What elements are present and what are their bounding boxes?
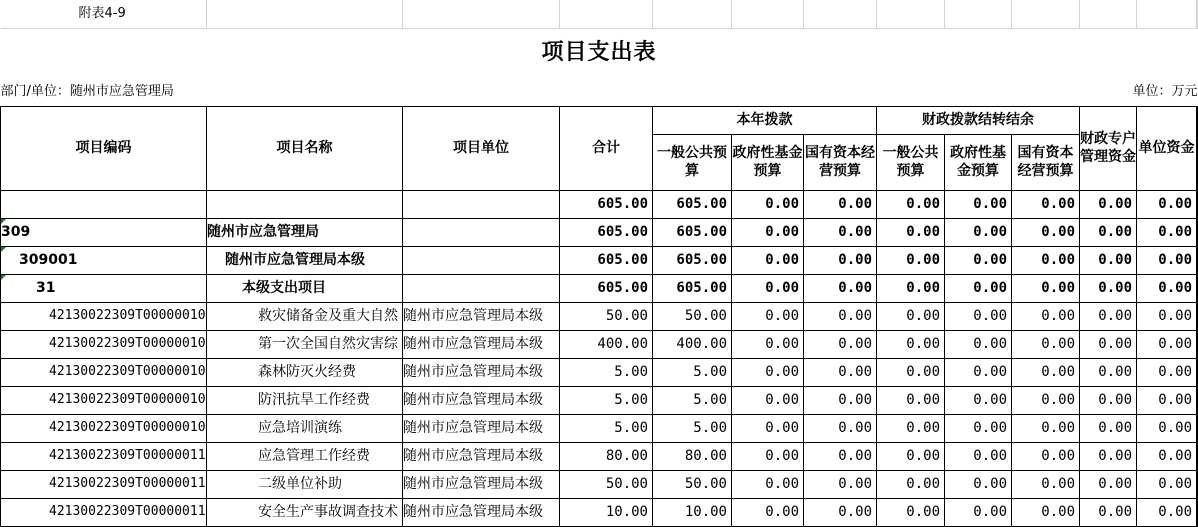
code-cell: 42130022309T00000011 xyxy=(1,442,207,470)
value-cell: 605.00 xyxy=(653,218,732,246)
value-cell: 5.00 xyxy=(560,414,653,442)
value-cell: 0.00 xyxy=(945,358,1012,386)
header-current-state-capital: 国有资本经营预算 xyxy=(804,134,877,190)
value-cell: 50.00 xyxy=(560,470,653,498)
value-cell: 0.00 xyxy=(945,246,1012,274)
value-cell: 0.00 xyxy=(877,302,945,330)
value-cell: 0.00 xyxy=(1080,330,1137,358)
name-cell: 安全生产事故调查技术 xyxy=(207,498,403,526)
value-cell: 0.00 xyxy=(877,218,945,246)
table-row xyxy=(1,330,1198,358)
appendix-note: 附表4-9 xyxy=(1,0,207,28)
value-cell: 0.00 xyxy=(945,498,1012,526)
table-row xyxy=(1,414,1198,442)
value-cell: 0.00 xyxy=(804,442,877,470)
value-cell: 0.00 xyxy=(877,274,945,302)
value-cell: 0.00 xyxy=(1012,358,1080,386)
value-cell: 0.00 xyxy=(877,442,945,470)
value-cell: 0.00 xyxy=(1012,274,1080,302)
value-cell: 50.00 xyxy=(560,302,653,330)
value-cell: 0.00 xyxy=(1080,442,1137,470)
header-project-code: 项目编码 xyxy=(1,106,207,190)
value-cell: 0.00 xyxy=(877,498,945,526)
value-cell: 0.00 xyxy=(1012,442,1080,470)
header-project-name: 项目名称 xyxy=(207,106,403,190)
name-cell: 救灾储备金及重大自然 xyxy=(207,302,403,330)
header-row-1 xyxy=(1,106,1198,134)
value-cell: 0.00 xyxy=(945,218,1012,246)
code-cell: 42130022309T00000010 xyxy=(1,302,207,330)
value-cell: 0.00 xyxy=(804,414,877,442)
value-cell: 400.00 xyxy=(653,330,732,358)
value-cell: 0.00 xyxy=(1137,470,1197,498)
value-cell: 0.00 xyxy=(804,274,877,302)
value-cell: 50.00 xyxy=(653,470,732,498)
value-cell: 0.00 xyxy=(1137,330,1197,358)
value-cell: 0.00 xyxy=(877,190,945,218)
value-cell: 0.00 xyxy=(877,330,945,358)
value-cell: 0.00 xyxy=(945,274,1012,302)
value-cell: 0.00 xyxy=(804,358,877,386)
unit-cell xyxy=(403,274,560,302)
value-cell: 0.00 xyxy=(1080,218,1137,246)
value-cell: 0.00 xyxy=(1080,274,1137,302)
unit-cell: 随州市应急管理局本级 xyxy=(403,442,560,470)
value-cell: 0.00 xyxy=(1012,470,1080,498)
value-cell: 0.00 xyxy=(1137,358,1197,386)
code-cell: 42130022309T00000011 xyxy=(1,470,207,498)
unit-cell: 随州市应急管理局本级 xyxy=(403,498,560,526)
value-cell: 0.00 xyxy=(732,414,804,442)
page-title: 项目支出表 xyxy=(541,40,657,66)
code-cell: 42130022309T00000010 xyxy=(1,386,207,414)
value-cell: 0.00 xyxy=(732,246,804,274)
value-cell: 0.00 xyxy=(1012,386,1080,414)
unit-cell: 随州市应急管理局本级 xyxy=(403,386,560,414)
value-cell: 0.00 xyxy=(945,470,1012,498)
note-row xyxy=(1,0,1198,28)
value-cell: 0.00 xyxy=(877,246,945,274)
code-cell xyxy=(1,190,207,218)
code-cell: 31 xyxy=(1,274,207,302)
value-cell: 0.00 xyxy=(1137,274,1197,302)
name-cell: 随州市应急管理局 xyxy=(207,218,403,246)
value-cell: 50.00 xyxy=(653,302,732,330)
unit-cell: 随州市应急管理局本级 xyxy=(403,330,560,358)
value-cell: 0.00 xyxy=(804,302,877,330)
code-cell: 42130022309T00000010 xyxy=(1,358,207,386)
value-cell: 5.00 xyxy=(560,358,653,386)
unit-cell: 随州市应急管理局本级 xyxy=(403,358,560,386)
table-row xyxy=(1,498,1198,526)
value-cell: 605.00 xyxy=(653,246,732,274)
value-cell: 0.00 xyxy=(877,414,945,442)
header-own-funds: 单位资金 xyxy=(1137,106,1197,190)
name-cell: 防汛抗旱工作经费 xyxy=(207,386,403,414)
value-cell: 0.00 xyxy=(1080,386,1137,414)
unit-cell xyxy=(403,218,560,246)
value-cell: 0.00 xyxy=(945,302,1012,330)
value-cell: 0.00 xyxy=(1080,498,1137,526)
value-cell: 0.00 xyxy=(1137,442,1197,470)
table-row xyxy=(1,386,1198,414)
value-cell: 0.00 xyxy=(732,274,804,302)
value-cell: 605.00 xyxy=(560,218,653,246)
code-cell: 42130022309T00000010 xyxy=(1,330,207,358)
table-row xyxy=(1,246,1198,274)
value-cell: 0.00 xyxy=(945,330,1012,358)
department-label: 部门/单位：随州市应急管理局 xyxy=(0,83,174,99)
value-cell: 0.00 xyxy=(804,190,877,218)
name-cell: 二级单位补助 xyxy=(207,470,403,498)
header-carry-state-capital: 国有资本经营预算 xyxy=(1012,134,1080,190)
table-row xyxy=(1,470,1198,498)
value-cell: 0.00 xyxy=(1012,190,1080,218)
value-cell: 0.00 xyxy=(945,442,1012,470)
value-cell: 0.00 xyxy=(1137,190,1197,218)
value-cell: 0.00 xyxy=(1137,302,1197,330)
table-row xyxy=(1,190,1198,218)
table-row xyxy=(1,218,1198,246)
value-cell: 0.00 xyxy=(732,470,804,498)
header-carry-general: 一般公共预算 xyxy=(877,134,945,190)
value-cell: 0.00 xyxy=(1012,330,1080,358)
table-row xyxy=(1,442,1198,470)
value-cell: 0.00 xyxy=(1080,190,1137,218)
header-project-unit: 项目单位 xyxy=(403,106,560,190)
value-cell: 5.00 xyxy=(653,414,732,442)
value-cell: 0.00 xyxy=(732,442,804,470)
value-cell: 0.00 xyxy=(732,358,804,386)
value-cell: 0.00 xyxy=(1080,414,1137,442)
value-cell: 0.00 xyxy=(1137,246,1197,274)
value-cell: 0.00 xyxy=(1080,246,1137,274)
value-cell: 0.00 xyxy=(945,190,1012,218)
value-cell: 0.00 xyxy=(1012,302,1080,330)
value-cell: 400.00 xyxy=(560,330,653,358)
value-cell: 605.00 xyxy=(560,246,653,274)
table-row xyxy=(1,274,1198,302)
code-cell: 42130022309T00000010 xyxy=(1,414,207,442)
unit-cell xyxy=(403,246,560,274)
value-cell: 5.00 xyxy=(560,386,653,414)
value-cell: 605.00 xyxy=(560,274,653,302)
value-cell: 0.00 xyxy=(1137,414,1197,442)
value-cell: 0.00 xyxy=(877,386,945,414)
value-cell: 10.00 xyxy=(653,498,732,526)
header-carry-fund: 政府性基金预算 xyxy=(945,134,1012,190)
header-total: 合计 xyxy=(560,106,653,190)
unit-cell: 随州市应急管理局本级 xyxy=(403,414,560,442)
value-cell: 0.00 xyxy=(1137,386,1197,414)
value-cell: 0.00 xyxy=(732,302,804,330)
unit-label: 单位：万元 xyxy=(1132,83,1198,99)
unit-cell xyxy=(403,190,560,218)
header-current-fund: 政府性基金预算 xyxy=(732,134,804,190)
value-cell: 0.00 xyxy=(945,414,1012,442)
code-cell: 309 xyxy=(1,218,207,246)
value-cell: 0.00 xyxy=(804,330,877,358)
value-cell: 0.00 xyxy=(804,218,877,246)
value-cell: 0.00 xyxy=(1080,358,1137,386)
value-cell: 80.00 xyxy=(560,442,653,470)
unit-cell: 随州市应急管理局本级 xyxy=(403,302,560,330)
value-cell: 0.00 xyxy=(804,386,877,414)
code-cell: 42130022309T00000011 xyxy=(1,498,207,526)
value-cell: 80.00 xyxy=(653,442,732,470)
name-cell: 本级支出项目 xyxy=(207,274,403,302)
value-cell: 10.00 xyxy=(560,498,653,526)
value-cell: 0.00 xyxy=(945,386,1012,414)
value-cell: 605.00 xyxy=(653,190,732,218)
value-cell: 0.00 xyxy=(1080,470,1137,498)
value-cell: 0.00 xyxy=(732,330,804,358)
value-cell: 0.00 xyxy=(732,190,804,218)
code-cell: 309001 xyxy=(1,246,207,274)
unit-cell: 随州市应急管理局本级 xyxy=(403,470,560,498)
value-cell: 0.00 xyxy=(1137,218,1197,246)
header-group-current-year: 本年拨款 xyxy=(653,106,877,134)
name-cell xyxy=(207,190,403,218)
value-cell: 5.00 xyxy=(653,358,732,386)
table-row xyxy=(1,302,1198,330)
value-cell: 0.00 xyxy=(1012,414,1080,442)
value-cell: 0.00 xyxy=(877,358,945,386)
value-cell: 0.00 xyxy=(732,218,804,246)
name-cell: 随州市应急管理局本级 xyxy=(207,246,403,274)
value-cell: 0.00 xyxy=(804,246,877,274)
name-cell: 应急管理工作经费 xyxy=(207,442,403,470)
value-cell: 0.00 xyxy=(1012,498,1080,526)
value-cell: 0.00 xyxy=(1080,302,1137,330)
header-special-account: 财政专户管理资金 xyxy=(1080,106,1137,190)
header-current-general: 一般公共预算 xyxy=(653,134,732,190)
value-cell: 0.00 xyxy=(732,498,804,526)
value-cell: 0.00 xyxy=(1137,498,1197,526)
title-row xyxy=(1,28,1198,78)
value-cell: 0.00 xyxy=(804,470,877,498)
value-cell: 0.00 xyxy=(1012,246,1080,274)
value-cell: 0.00 xyxy=(1012,218,1080,246)
name-cell: 应急培训演练 xyxy=(207,414,403,442)
value-cell: 605.00 xyxy=(560,190,653,218)
name-cell: 森林防灭火经费 xyxy=(207,358,403,386)
value-cell: 605.00 xyxy=(653,274,732,302)
header-group-carryover: 财政拨款结转结余 xyxy=(877,106,1080,134)
value-cell: 0.00 xyxy=(877,470,945,498)
info-row xyxy=(1,78,1198,106)
value-cell: 5.00 xyxy=(653,386,732,414)
value-cell: 0.00 xyxy=(732,386,804,414)
value-cell: 0.00 xyxy=(804,498,877,526)
name-cell: 第一次全国自然灾害综 xyxy=(207,330,403,358)
table-row xyxy=(1,358,1198,386)
